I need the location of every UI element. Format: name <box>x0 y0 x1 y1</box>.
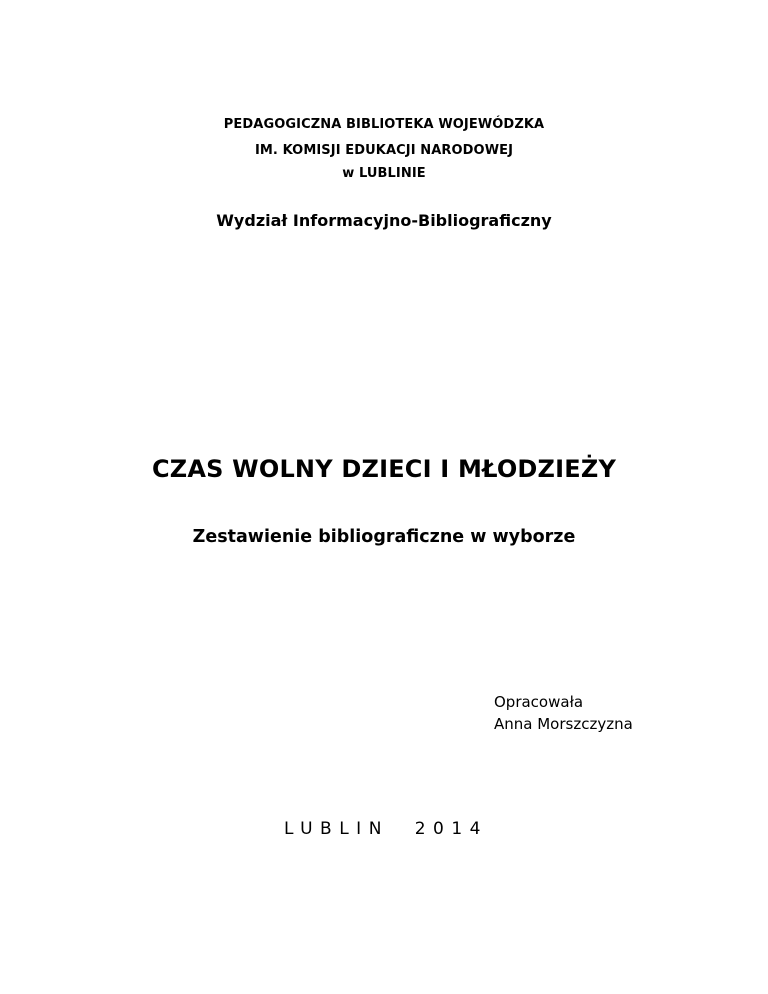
document-subtitle: Zestawienie bibliograficzne w wyborze <box>192 527 576 547</box>
document-title: CZAS WOLNY DZIECI I MŁODZIEŻY <box>151 455 617 483</box>
author-block <box>494 691 633 735</box>
institution-name-line: PEDAGOGICZNA BIBLIOTEKA WOJEWÓDZKA <box>223 117 545 132</box>
author-label: Opracowała <box>494 693 584 711</box>
author-name: Anna Morszczyzna <box>494 715 633 733</box>
place-and-year: LUBLIN 2014 <box>283 819 488 839</box>
institution-city-line: w LUBLINIE <box>342 166 426 181</box>
department-name: Wydział Informacyjno-Bibliograficzny <box>216 211 552 230</box>
institution-patron-line: IM. KOMISJI EDUKACJI NARODOWEJ <box>254 143 514 158</box>
